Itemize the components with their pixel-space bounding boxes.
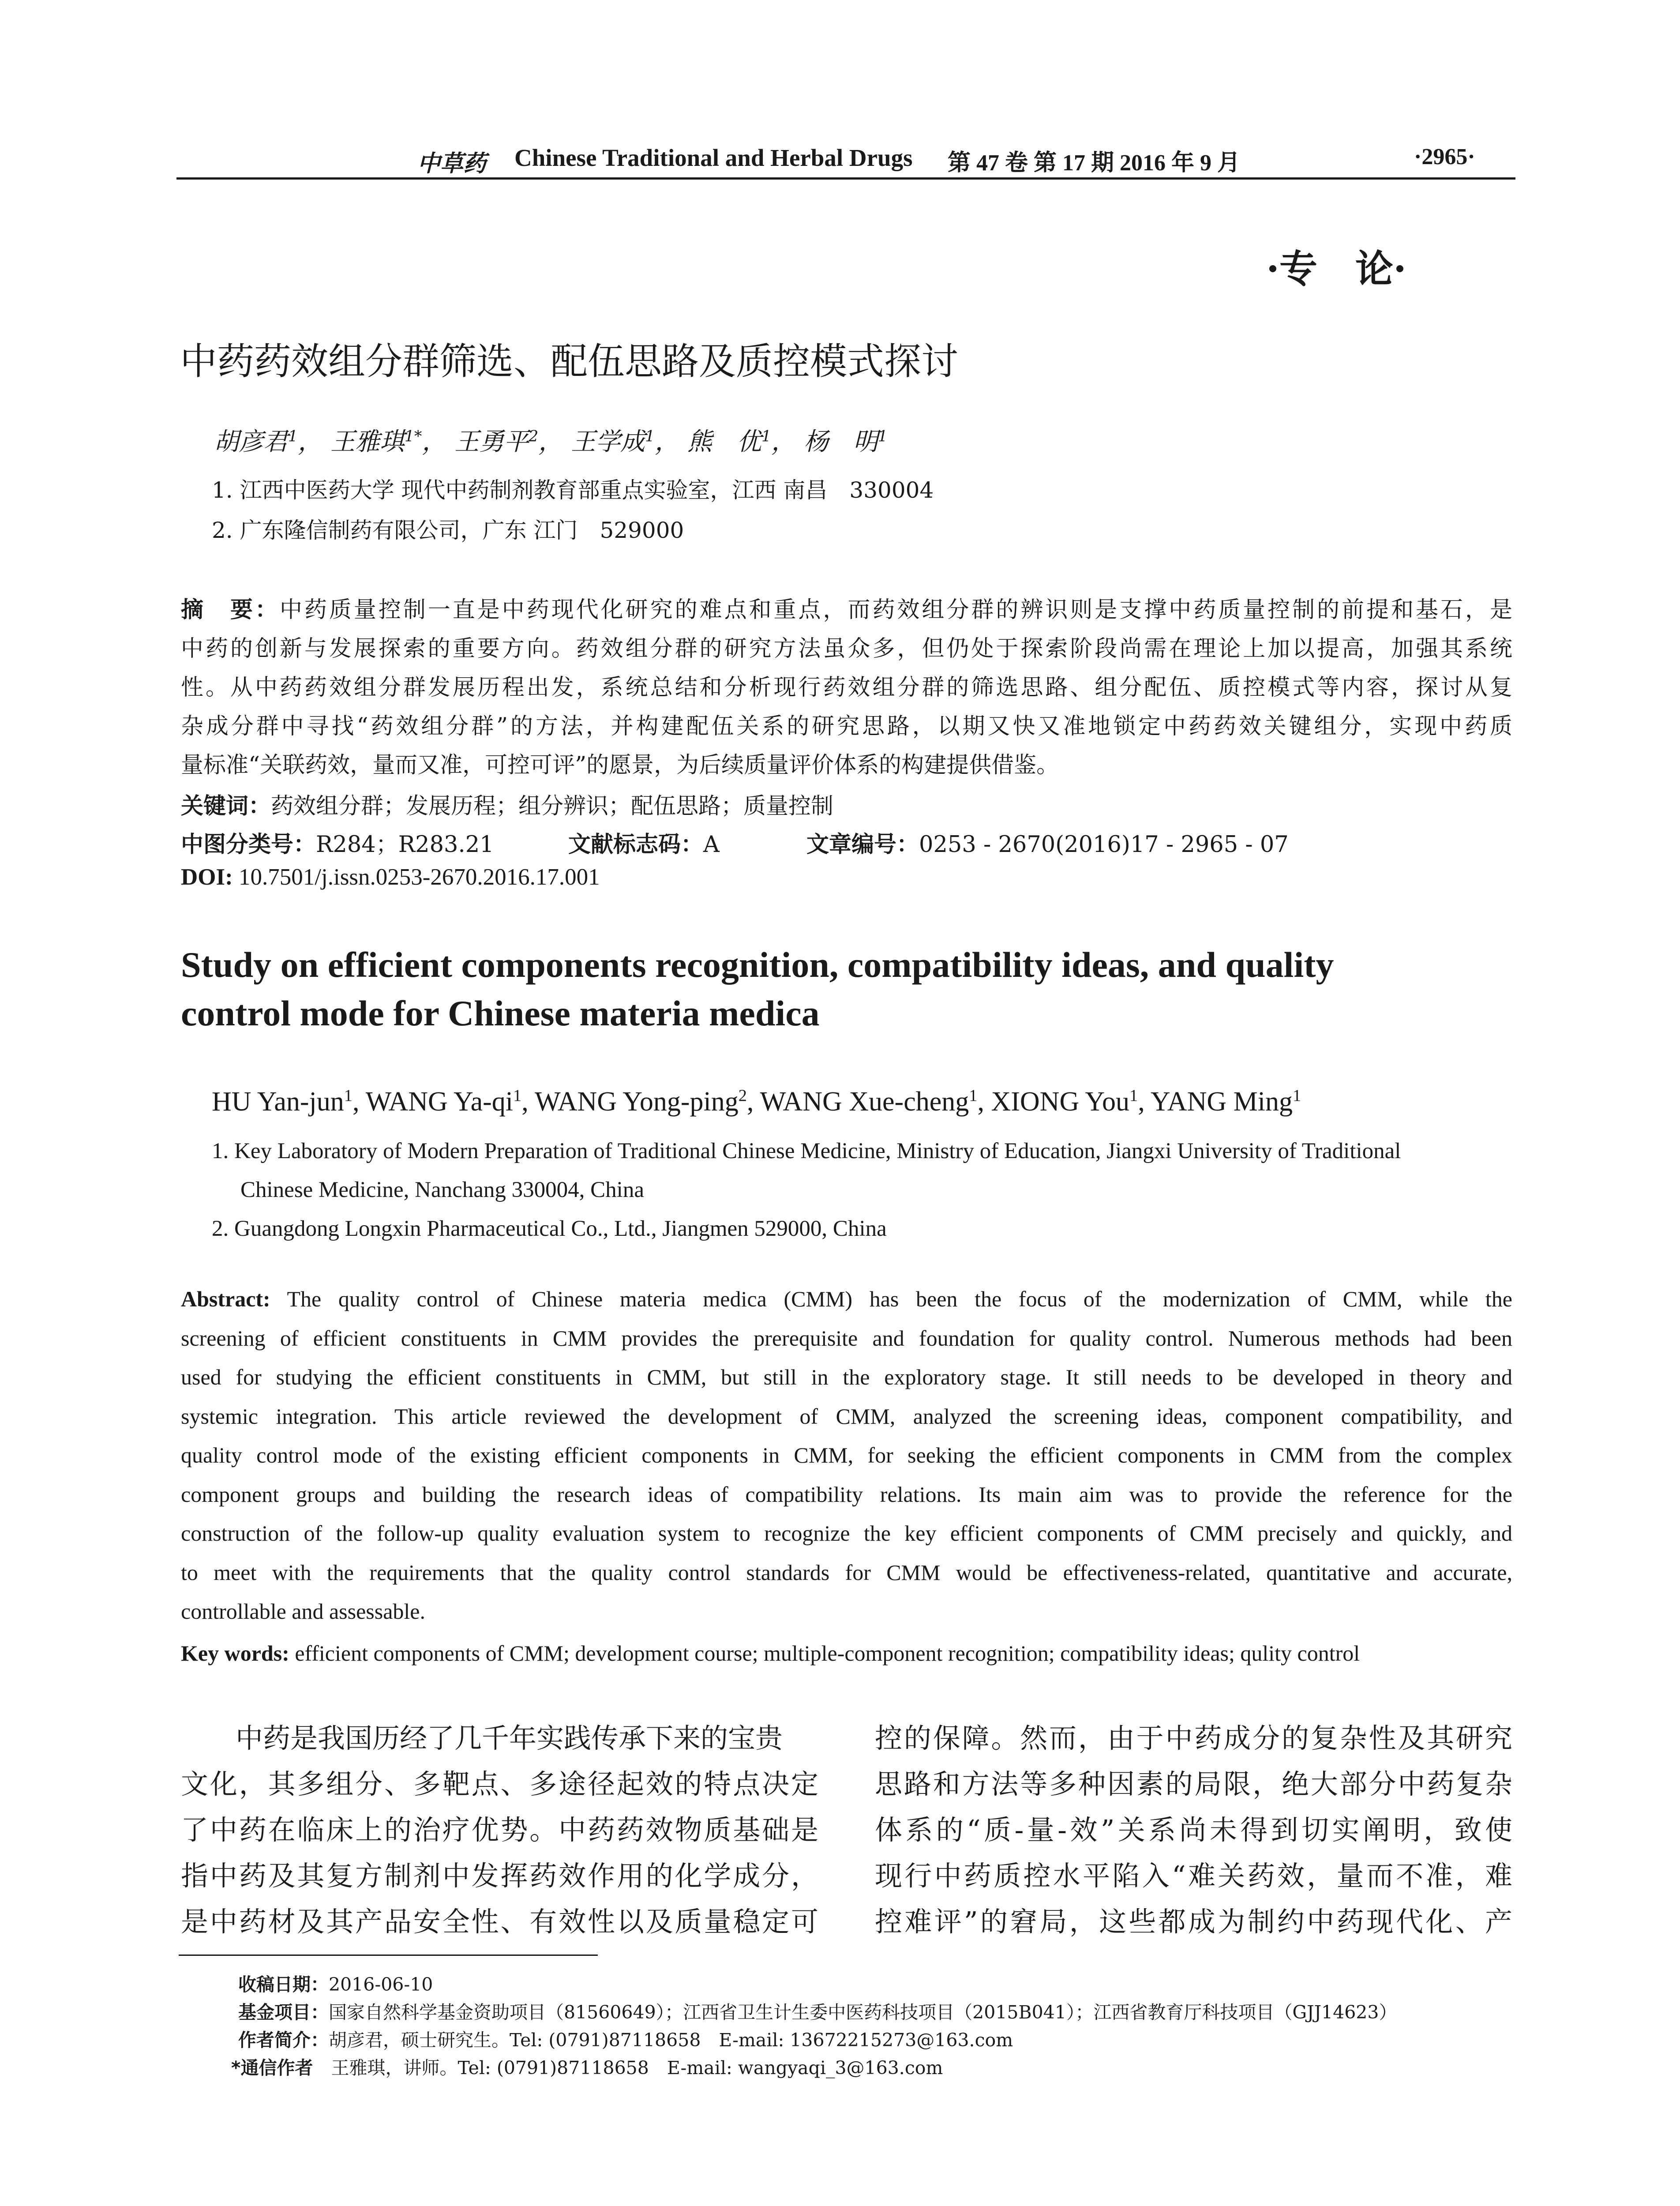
author-cn: 胡彦君 [214, 428, 288, 456]
article-no-value: 0253 - 2670(2016)17 - 2965 - 07 [919, 832, 1289, 858]
footnote-funding: 基金项目：国家自然科学基金资助项目（81560649）；江西省卫生计生委中医药科技项目（2015B041）；江西省教育厅科技项目（GJJ14623） [238, 2002, 1397, 2023]
body-line: 控难评”的窘局，这些都成为制约中药现代化、产 [875, 1906, 1512, 1938]
doc-code-label: 文献标志码： [568, 832, 704, 858]
keywords-en-text: efficient components of CMM; development course; multiple-component recognition; compatibility ideas; qulity control [295, 1641, 1360, 1666]
page-number: ·2965· [1414, 144, 1475, 169]
section-tag: ·专 论· [1266, 247, 1406, 291]
abstract-en-line: screening of efficient constituents in CMM provides the prerequisite and foundation for quality control. Numerous methods had been [181, 1325, 1512, 1351]
classification-line [181, 826, 1328, 859]
keywords-cn-text: 药效组分群；发展历程；组分辨识；配伍思路；质量控制 [271, 793, 834, 819]
abstract-en-line: to meet with the requirements that the quality control standards for CMM would be effectiveness-related, quantitative and accurate, [181, 1560, 1512, 1585]
body-line: 思路和方法等多种因素的局限，绝大部分中药复杂 [875, 1768, 1512, 1800]
body-line: 现行中药质控水平陷入“难关药效，量而不准，难 [875, 1860, 1512, 1892]
clc-value: R284；R283.21 [316, 832, 494, 858]
journal-name-cn: 中草药 [417, 150, 487, 177]
abstract-cn-line: 量标准“关联药效，量而又准，可控可评”的愿景，为后续质量评价体系的构建提供借鉴。 [181, 752, 1059, 778]
header-rule [176, 177, 1515, 180]
abstract-en [181, 1286, 1512, 1638]
body-line: 中药是我国历经了几千年实践传承下来的宝贵 [236, 1722, 783, 1754]
keywords-en [181, 1640, 1360, 1666]
author-en: XIONG You [991, 1087, 1129, 1117]
abstract-cn-line: 杂成分群中寻找“药效组分群”的方法，并构建配伍关系的研究思路，以期又快又准地锁定中药药效关键组分，实现中药质 [181, 713, 1512, 739]
title-en-line: control mode for Chinese materia medica [181, 993, 820, 1033]
footnotes [231, 1970, 1397, 2081]
running-header [176, 140, 1515, 176]
doi-label: DOI: [181, 864, 233, 890]
abstract-cn [181, 591, 1512, 785]
abstract-en-line: Abstract: The quality control of Chinese materia medica (CMM) has been the focus of the modernization of CMM, while the [181, 1287, 1512, 1311]
author-en: WANG Xue-cheng [760, 1087, 969, 1117]
keywords-en-label: Key words: [181, 1641, 289, 1666]
abstract-en-line: controllable and assessable. [181, 1599, 425, 1624]
affiliation-en: 1. Key Laboratory of Modern Preparation of Traditional Chinese Medicine, Ministry of Education, Jiangxi University of Traditional [212, 1139, 1401, 1163]
author-cn: 王学成 [571, 428, 645, 456]
affiliation-cn: 1. 江西中医药大学 现代中药制剂教育部重点实验室，江西 南昌 330004 [212, 477, 934, 503]
author-en: WANG Yong-ping [535, 1087, 739, 1117]
footnote-corresponding: *通信作者 王雅琪，讲师。Tel: (0791)87118658 E-mail: wangyaqi_3@163.com [231, 2057, 943, 2078]
abstract-en-line: quality control mode of the existing efficient components in CMM, for seeking the efficient components in CMM from the complex [181, 1443, 1512, 1467]
body-line: 文化，其多组分、多靶点、多途径起效的特点决定 [181, 1768, 818, 1800]
footnote-rule [179, 1955, 598, 1956]
authors-cn: 胡彦君$^1$， 王雅琪$^{1*}$， 王勇平$^2$， 王学成$^1$， 熊 优$^1$， 杨 明$^1$ [214, 428, 888, 456]
abstract-cn-label: 摘 要： [181, 597, 280, 623]
journal-name-en: Chinese Traditional and Herbal Drugs [514, 144, 913, 171]
author-cn: 王雅琪 [330, 428, 405, 456]
footnote-received: 收稿日期：2016-06-10 [238, 1974, 433, 1995]
body-line: 体系的“质-量-效”关系尚未得到切实阐明，致使 [875, 1814, 1512, 1846]
author-cn: 杨 明 [803, 428, 878, 456]
abstract-en-line: systemic integration. This article reviewed the development of CMM, analyzed the screening ideas, component compatibility, and [181, 1403, 1512, 1429]
doi-value: 10.7501/j.issn.0253-2670.2016.17.001 [239, 864, 600, 890]
affiliation-cn: 2. 广东隆信制药有限公司，广东 江门 529000 [212, 518, 684, 543]
abstract-cn-line: 中药的创新与发展探索的重要方向。药效组分群的研究方法虽众多，但仍处于探索阶段尚需在理论上加以提高，加强其系统 [181, 636, 1512, 662]
abstract-en-line: component groups and building the research ideas of compatibility relations. Its main aim was to provide the reference for the [181, 1482, 1512, 1507]
body-line: 了中药在临床上的治疗优势。中药药效物质基础是 [181, 1814, 818, 1846]
title-cn: 中药药效组分群筛选、配伍思路及质控模式探讨 [180, 340, 959, 383]
clc-label: 中图分类号： [181, 832, 316, 858]
title-en-line: Study on efficient components recognition, compatibility ideas, and quality [181, 945, 1334, 985]
doc-code-value: A [703, 832, 720, 858]
doi-line [181, 864, 600, 890]
authors-en: HU Yan-jun$^1$, WANG $Ya-qi^1$, WANG Yong-ping$^2$, WANG Xue-cheng$^1$, XIONG You$^1$, YANG Ming$^1$ [212, 1086, 1301, 1117]
footnote-author-bio: 作者简介：胡彦君，硕士研究生。Tel: (0791)87118658 E-mail: 13672215273@163.com [238, 2030, 1013, 2051]
body-line: 控的保障。然而，由于中药成分的复杂性及其研究 [875, 1722, 1512, 1754]
author-en: HU Yan-jun [212, 1087, 344, 1117]
abstract-cn-line: 性。从中药药效组分群发展历程出发，系统总结和分析现行药效组分群的筛选思路、组分配伍、质控模式等内容，探讨从复 [181, 675, 1512, 701]
body-line: 是中药材及其产品安全性、有效性以及质量稳定可 [181, 1906, 818, 1938]
body-column-left [181, 1716, 818, 1946]
abstract-cn-line: 摘 要：中药质量控制一直是中药现代化研究的难点和重点，而药效组分群的辨识则是支撑中药质量控制的前提和基石，是 [181, 597, 1512, 623]
journal-issue: 第 47 卷 第 17 期 2016 年 9 月 [948, 150, 1241, 176]
body-column-right [875, 1716, 1512, 1946]
article-no-label: 文章编号： [806, 832, 919, 858]
abstract-en-line: construction of the follow-up quality evaluation system to recognize the key efficient components of CMM precisely and quickly, and [181, 1521, 1512, 1546]
body-line: 指中药及其复方制剂中发挥药效作用的化学成分， [181, 1860, 818, 1892]
author-en: YANG Ming [1150, 1087, 1293, 1117]
author-en: WANG Ya-qi [365, 1087, 513, 1117]
abstract-en-label: Abstract: [181, 1287, 270, 1311]
author-cn: 熊 优 [687, 428, 761, 456]
keywords-cn [181, 788, 833, 820]
affiliation-en: 2. Guangdong Longxin Pharmaceutical Co., Ltd., Jiangmen 529000, China [212, 1216, 887, 1241]
author-cn: 王勇平 [454, 428, 529, 456]
keywords-cn-label: 关键词： [181, 793, 271, 819]
affiliation-en: Chinese Medicine, Nanchang 330004, China [240, 1178, 644, 1202]
abstract-en-line: used for studying the efficient constituents in CMM, but still in the exploratory stage. It still needs to be developed in theory and [181, 1365, 1512, 1389]
